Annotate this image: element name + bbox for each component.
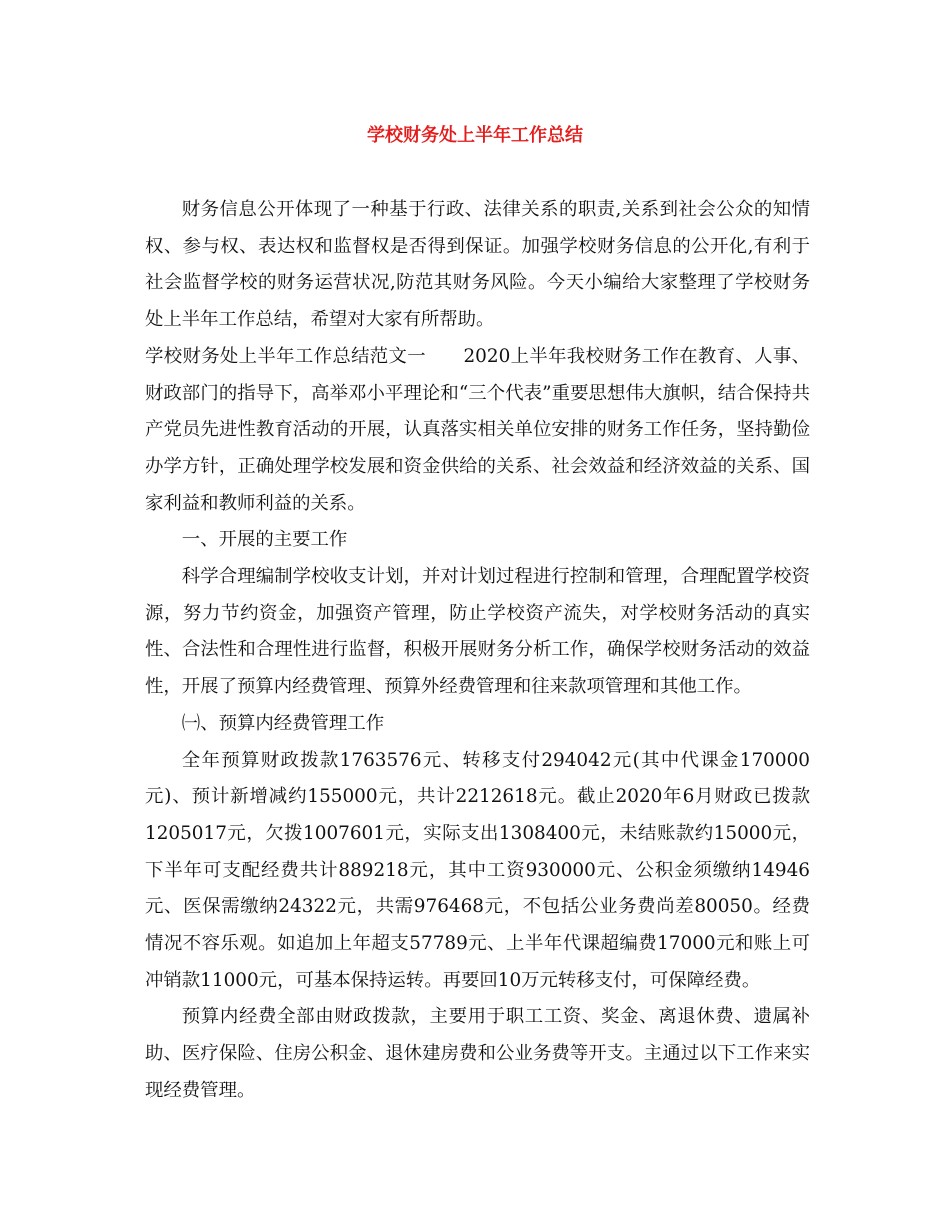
sample-intro-paragraph: 学校财务处上半年工作总结范文一 2020上半年我校财务工作在教育、人事、财政部门的指导下，高举邓小平理论和“三个代表”重要思想伟大旗帜，结合保持共产党员先进性教育活动的开展，认真落实相关单位安排的财务工作任务，坚持勤俭办学方针，正确处理学校发展和资金供给的关系、社会效益和经济效益的关系、国家利益和教师利益的关系。 <box>145 345 810 514</box>
budget-usage-paragraph: 预算内经费全部由财政拨款，主要用于职工工资、奖金、离退休费、遗属补助、医疗保险、住房公积金、退休建房费和公业务费等开支。主通过以下工作来实现经费管理。 <box>145 1006 810 1101</box>
subsection-heading-budget: ㈠、预算内经费管理工作 <box>181 712 385 734</box>
budget-figures-paragraph: 全年预算财政拨款1763576元、转移支付294042元(其中代课金170000元)、预计新增减约155000元，共计2212618元。截止2020年6月财政已拨款1205017元，欠拨1007601元，实际支出1308400元，未结账款约15000元，下半年可支配经费共计889218元，其中工资930000元、公积金须缴纳14946元、医保需缴纳24322元，共需976468元，不包括公业务费尚差80050。经费情况不容乐观。如追加上年超支57789元、上半年代课超编费17000元和账上可冲销款11000元，可基本保持运转。再要回10万元转移支付，可保障经费。 <box>145 749 810 991</box>
document-title: 学校财务处上半年工作总结 <box>367 125 583 146</box>
intro-paragraph: 财务信息公开体现了一种基于行政、法律关系的职责,关系到社会公众的知情权、参与权、表达权和监督权是否得到保证。加强学校财务信息的公开化,有利于社会监督学校的财务运营状况,防范其财务风险。今天小编给大家整理了学校财务处上半年工作总结，希望对大家有所帮助。 <box>145 199 810 331</box>
main-work-paragraph: 科学合理编制学校收支计划，并对计划过程进行控制和管理，合理配置学校资源，努力节约资金，加强资产管理，防止学校资产流失，对学校财务活动的真实性、合法性和合理性进行监督，积极开展财务分析工作，确保学校财务活动的效益性，开展了预算内经费管理、预算外经费管理和往来款项管理和其他工作。 <box>145 566 810 698</box>
section-heading-main-work: 一、开展的主要工作 <box>181 529 348 551</box>
document-body <box>145 192 810 1110</box>
